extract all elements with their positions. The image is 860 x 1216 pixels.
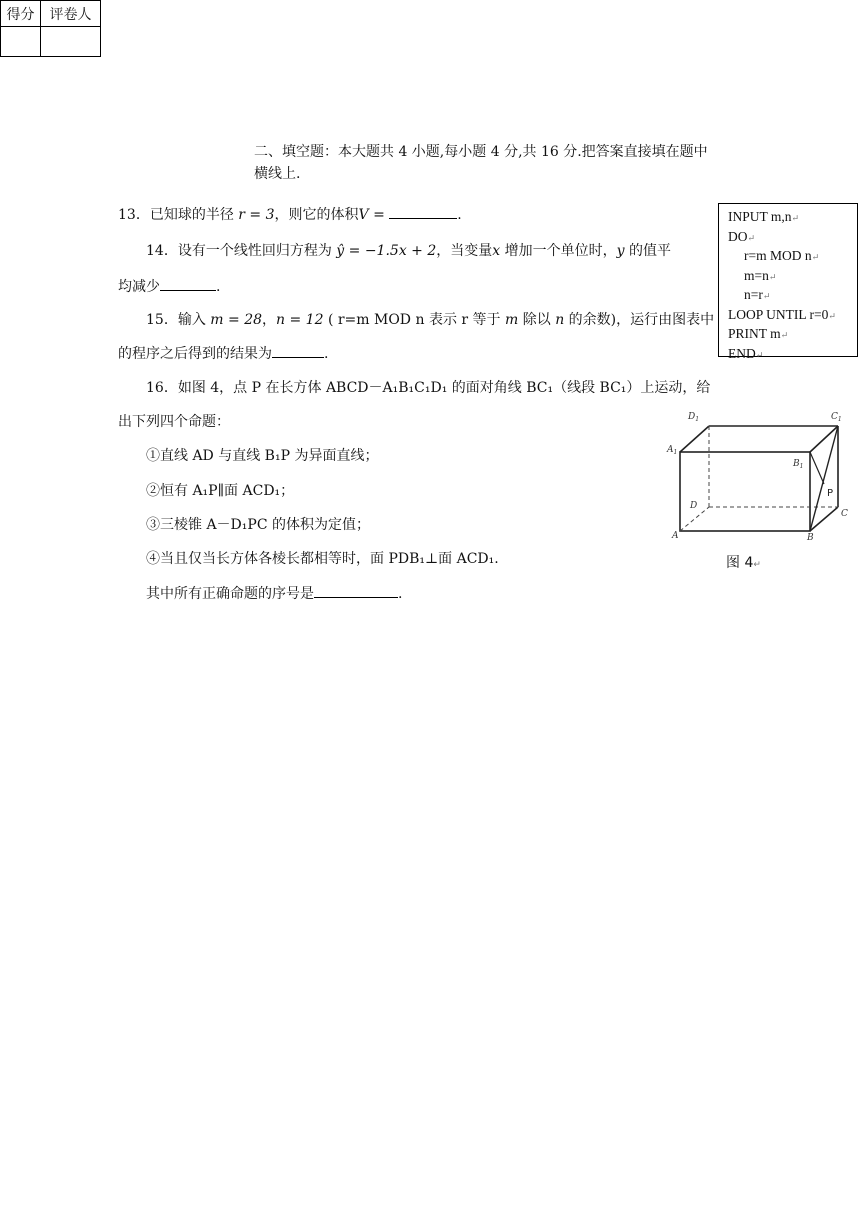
q14-equation: ŷ = −1.5x + 2: [336, 243, 437, 259]
label-a: A: [672, 531, 679, 541]
code-line-1: INPUT m,n↵: [728, 209, 800, 224]
q14-mid2: 增加一个单位时，: [504, 243, 617, 259]
q14-var-y: y: [616, 243, 625, 259]
front-face: [680, 452, 810, 531]
proposition-2: ②恒有 A₁P∥面 ACD₁；: [146, 483, 295, 499]
q14-var-x: x: [492, 243, 501, 259]
grader-cell: [41, 27, 101, 57]
question-15-line2: [118, 343, 328, 364]
proposition-3: ③三棱锥 A－D₁PC 的体积为定值；: [146, 517, 370, 533]
q13-mid: ，则它的体积: [274, 207, 359, 223]
q13-end: .: [457, 207, 462, 223]
proposition-1: ①直线 AD 与直线 B₁P 为异面直线；: [146, 448, 379, 464]
code-line-6: LOOP UNTIL r=0↵: [728, 306, 836, 322]
question-14-line2: [118, 276, 220, 297]
score-header: 得分: [1, 1, 41, 27]
label-b: B: [807, 533, 814, 543]
label-c: C: [841, 509, 848, 519]
figure-caption-text: 图 4: [726, 555, 754, 571]
section-title-line2: 横线上.: [254, 166, 301, 182]
code-line-5: n=r↵: [744, 287, 771, 302]
label-b1: $B_1$: [793, 459, 804, 470]
q16-conclusion-text: 其中所有正确命题的序号是: [146, 586, 314, 602]
q15-comma: ，: [262, 312, 277, 328]
code-line-4: m=n↵: [744, 267, 777, 283]
q14-prefix: 14．设有一个线性回归方程为: [146, 243, 332, 259]
q16-end: .: [398, 586, 403, 602]
edge-a1d1: [680, 426, 709, 452]
q15-line2: 的程序之后得到的结果为: [118, 346, 272, 362]
q15-mid: 除以: [522, 312, 551, 328]
q15-prefix: 15．输入: [146, 312, 206, 328]
grader-header: 评卷人: [41, 1, 101, 27]
label-a1: $A_1$: [667, 445, 678, 456]
code-line-3: r=m MOD n↵: [744, 248, 820, 263]
section-title: [254, 141, 734, 185]
question-14: [146, 241, 671, 261]
label-c1: $C_1$: [831, 412, 842, 423]
section-title-line1: 二、填空题：本大题共 4 小题,每小题 4 分,共 16 分.把答案直接填在题中: [254, 144, 708, 160]
label-d1: $D_1$: [688, 412, 700, 423]
figure-4-prism: [652, 404, 856, 552]
q13-prefix: 13．已知球的半径: [118, 207, 234, 223]
figure-caption-return-mark: ↵: [753, 560, 761, 570]
q14-answer-blank[interactable]: [160, 276, 216, 291]
q14-end: .: [216, 279, 221, 295]
q13-answer-blank[interactable]: [389, 204, 457, 219]
question-16-conclusion: [146, 583, 402, 604]
code-line-7: PRINT m↵: [728, 326, 789, 341]
q14-line2: 均减少: [118, 279, 160, 295]
q15-paren-text: ( r=m MOD n 表示 r 等于: [327, 312, 501, 328]
edge-b1c1: [810, 426, 838, 452]
q15-m: m: [505, 312, 519, 328]
q16-answer-blank[interactable]: [314, 583, 398, 598]
q15-paren-end: 的余数)，运行由图表中: [568, 312, 715, 328]
q13-radius: r = 3: [238, 207, 275, 223]
question-13: [118, 204, 462, 225]
figure-4-caption: [726, 552, 761, 572]
segment-b1p: [810, 452, 824, 484]
q14-mid3: 的值平: [628, 243, 671, 259]
q14-mid1: ，当变量: [436, 243, 493, 259]
question-16-line2: 出下列四个命题：: [118, 414, 230, 430]
proposition-4: ④当且仅当长方体各棱长都相等时，面 PDB₁⊥面 ACD₁.: [146, 551, 499, 567]
label-d: D: [690, 501, 698, 511]
q15-m-value: m = 28: [210, 312, 263, 328]
edge-bc: [810, 507, 838, 531]
diagonal-bc1: [810, 426, 838, 531]
question-16: 16．如图 4，点 P 在长方体 ABCD－A₁B₁C₁D₁ 的面对角线 BC₁（线段 BC₁）上运动，给: [146, 380, 711, 396]
program-code-box: [718, 203, 858, 361]
score-table: [0, 0, 101, 57]
score-cell: [1, 27, 41, 57]
q15-answer-blank[interactable]: [272, 343, 324, 358]
label-p: P: [827, 488, 834, 499]
code-line-2: DO↵: [728, 228, 756, 244]
question-15: [146, 310, 714, 330]
q15-n-value: n = 12: [276, 312, 324, 328]
q15-end: .: [324, 346, 329, 362]
q15-n: n: [555, 312, 565, 328]
q13-volume: V =: [358, 207, 385, 223]
code-line-8: END↵: [728, 345, 764, 361]
